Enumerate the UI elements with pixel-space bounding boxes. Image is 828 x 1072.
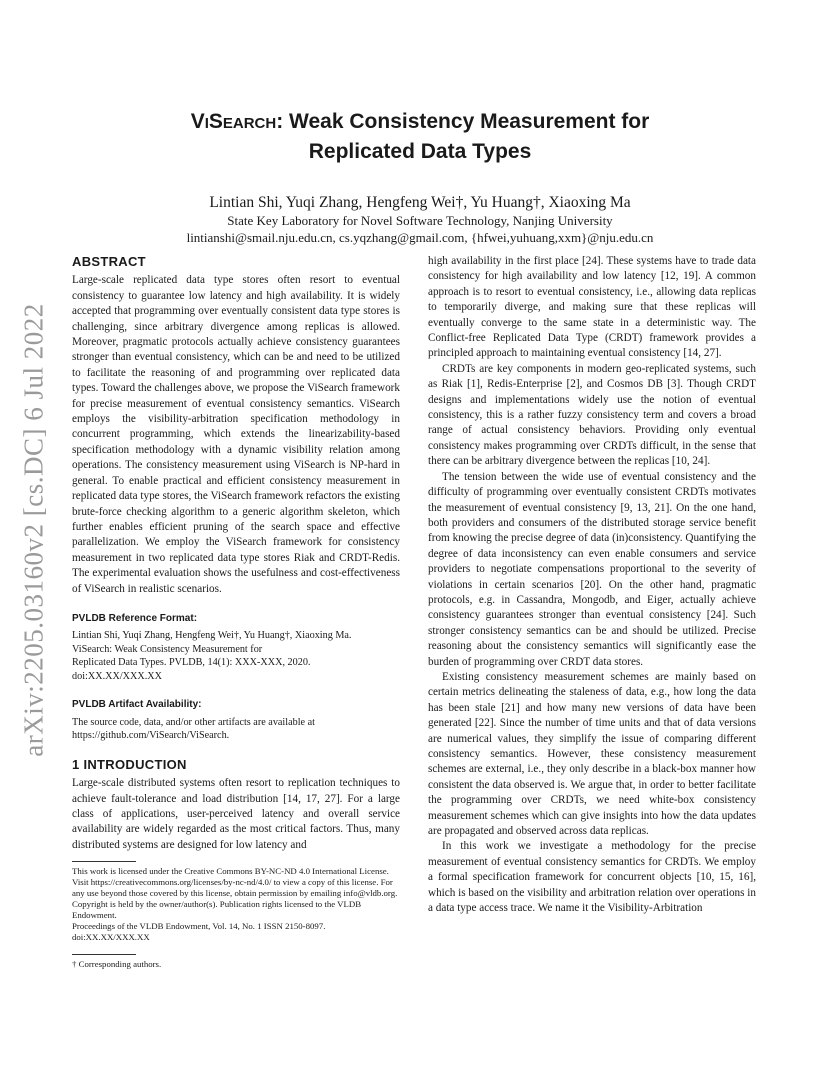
intro-paragraph-1: Large-scale distributed systems often resort to replication techniques to achieve fault-tolerance and load distribution [14, 17, 27]. For a large class of applications, user-perceived latency and overall service availability are widely regarded as the most critical factors. Thus, many distributed systems are designed for low latency and: [72, 777, 400, 851]
author-list: Lintian Shi, Yuqi Zhang, Hengfeng Wei†, Yu Huang†, Xiaoxing Ma: [209, 194, 631, 211]
title-line2: Replicated Data Types: [308, 140, 532, 163]
intro-paragraph: Existing consistency measurement schemes are mainly based on certain metrics delineating the staleness of data, e.g., how long the data has been stale [21] and how many new versions of data have been generated [22]. Since the number of time units and that of data versions are numerical values, they simplify the issue of comparing different consistency semantics. However, these consistency measurement schemes are external, i.e., they only describe in a black-box manner how consistent the data observed is. We argue that, in order to better facilitate the programming over CRDTs, we need white-box consistency measurement schemes which can give insights into how the data updates are propagated and observed across data replicas.: [428, 670, 756, 838]
reference-line: Lintian Shi, Yuqi Zhang, Hengfeng Wei†, Yu Huang†, Xiaoxing Ma.: [72, 630, 352, 642]
corresponding-footnote: † Corresponding authors.: [72, 959, 162, 969]
intro-paragraph: CRDTs are key components in modern geo-replicated systems, such as Riak [1], Redis-Enterprise [2], and Cosmos DB [3]. Though CRDT designs and implementations widely use the notion of eventual consistency, this is a rather fuzzy consistency term and covers a broad range of actual consistency behaviors. Providing only eventual consistency makes programming over CRDTs difficult, in the sense that there can be arbitrary divergence between the replicas [10, 24].: [428, 362, 756, 468]
intro-paragraph: In this work we investigate a methodology for the precise measurement of eventual consistency semantics for CRDTs. We employ a formal specification framework for concurrent objects [10, 15, 16], which is based on the visibility and arbitration relation over operations in a data type access trace. We name it the Visibility-Arbitration: [428, 840, 756, 915]
introduction-heading: 1 INTRODUCTION: [72, 756, 187, 772]
intro-paragraph: The tension between the wide use of eventual consistency and the difficulty of programming over eventually consistent CRDTs motivates the measurement of eventual consistency [9, 13, 21]. On the one hand, both providers and consumers of the distributed storage service benefit from knowing the precise degree of data (in)consistency. Quantifying the degree of data inconsistency can even enable consumers and service providers to negotiate compensations proportional to the severity of violations in certain scenarios [20]. On the other hand, pragmatic protocols, e.g. in Cassandra, Mongodb, and Eiger, actually achieve consistency guarantees stronger than eventual consistency [24]. Such stronger consistency semantics can be and should be utilized. Precise reasoning about the consistency semantics will significantly ease the burden of programming over CRDT data stores.: [428, 470, 756, 668]
left-column: [72, 254, 400, 943]
reference-line: doi:XX.XX/XXX.XX: [72, 670, 162, 682]
reference-format: [72, 629, 400, 683]
corresponding-footnote-block: [72, 946, 400, 970]
proceedings-footnote: Proceedings of the VLDB Endowment, Vol. 14, No. 1 ISSN 2150-8097.: [72, 921, 326, 932]
footnote-rule: [72, 861, 136, 862]
doi-footnote: doi:XX.XX/XXX.XX: [72, 932, 150, 943]
author-emails: lintianshi@smail.nju.edu.cn, cs.yqzhang@gmail.com, {hfwei,yuhuang,xxm}@nju.edu.cn: [186, 230, 654, 245]
arxiv-stamp-text: arXiv:2205.03160v2 [cs.DC] 6 Jul 2022: [18, 303, 49, 757]
artifact-text: The source code, data, and/or other artifacts are available at https://github.com/ViSearch/ViSearch.: [72, 716, 315, 742]
abstract-text: Large-scale replicated data type stores often resort to eventual consistency to guarantee low latency and high availability. It is widely accepted that programming over eventually consistent data type stores is challenging, since arbitrary divergence among replicas is allowed. Moreover, pragmatic protocols actually achieve consistency guarantees stronger than eventual consistency, which can be and need to be utilized to facilitate the reasoning of and programming over replicated data types. Toward the challenges above, we propose the ViSearch framework for precise measurement of eventual consistency semantics. ViSearch employs the visibility-arbitration specification methodology in concurrent programming, which extends the linearizability-based specification methodology with a dynamic visibility relation among operations. The consistency measurement using ViSearch is NP-hard in general. To enable practical and efficient consistency measurement in replicated data type stores, the ViSearch framework refactors the existing brute-force checking algorithm to a generic algorithm skeleton, which further enables efficient pruning of the search space and effective parallelization. We employ the ViSearch framework for consistency measurement in two replicated data type stores Riak and CRDT-Redis. The experimental evaluation shows the usefulness and cost-effectiveness of ViSearch in realistic scenarios.: [72, 274, 400, 595]
title-system-name: ViSearch: [190, 110, 277, 133]
affiliation: State Key Laboratory for Novel Software Technology, Nanjing University: [227, 213, 613, 228]
right-column: [428, 254, 756, 916]
reference-line: Replicated Data Types. PVLDB, 14(1): XXX-XXX, 2020.: [72, 657, 311, 669]
paper-title: [90, 107, 750, 167]
arxiv-stamp: [18, 300, 49, 760]
footnote-rule: [72, 954, 136, 955]
reference-format-heading: PVLDB Reference Format:: [72, 612, 198, 624]
title-line1-rest: : Weak Consistency Measurement for: [276, 110, 650, 133]
artifact-heading: PVLDB Artifact Availability:: [72, 699, 202, 711]
license-footnote: This work is licensed under the Creative Commons BY-NC-ND 4.0 International License. Visit https://creativecommons.org/licenses/by-nc-nd/4.0/ to view a copy of this license. For any use beyond those covered by this license, obtain permission by emailing info@vldb.org. Copyright is held by the owner/author(s). Publication rights licensed to the VLDB Endowment.: [72, 866, 398, 921]
affiliation-block: [90, 212, 750, 246]
abstract-heading: ABSTRACT: [72, 254, 146, 269]
reference-line: ViSearch: Weak Consistency Measurement for: [72, 643, 263, 655]
intro-paragraph: high availability in the first place [24]. These systems have to trade data consistency for high availability and low latency [12, 19]. A common approach is to resort to eventual consistency, i.e., allowing data replicas to temporarily diverge, and making sure that these replicas will eventually converge to the same state in a deterministic way. The Conflict-free Replicated Data Type (CRDT) framework provides a principled approach to maintaining eventual consistency [14, 27].: [428, 255, 756, 360]
